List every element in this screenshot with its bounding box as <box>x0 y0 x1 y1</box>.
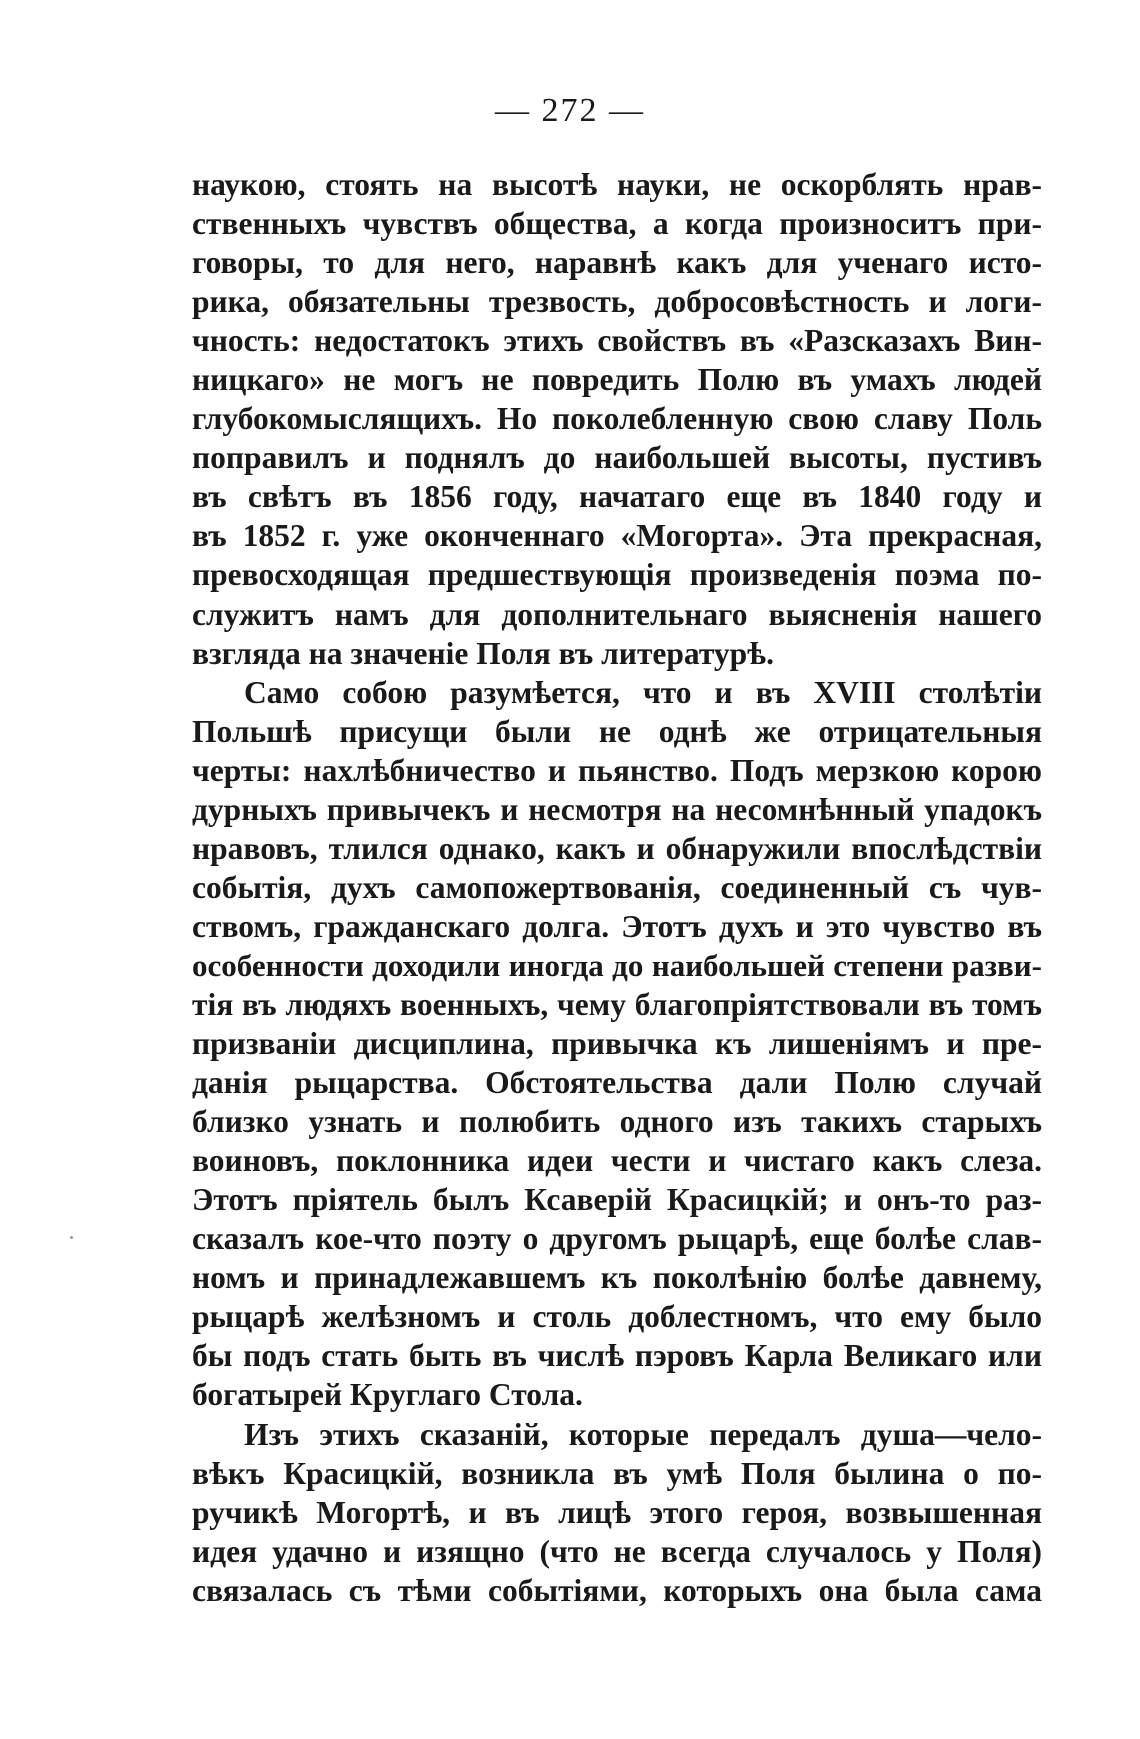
text-line: сказалъ кое-что поэту о другомъ рыцарѣ, еще болѣе слав- <box>192 1221 1042 1257</box>
text-line: говоры, то для него, наравнѣ какъ для ученаго исто- <box>192 245 1042 281</box>
text-line: въ 1852 г. уже оконченнаго «Могорта». Эта прекрасная, <box>192 518 1042 554</box>
text-line: номъ и принадлежавшемъ къ поколѣнію болѣе давнему, <box>192 1260 1042 1296</box>
text-line: особенности доходили иногда до наибольшей степени разви- <box>192 947 1042 983</box>
text-line: наукою, стоять на высотѣ науки, не оскорблять нрав- <box>192 167 1042 202</box>
text-line: данія рыцарства. Обстоятельства дали Полю случай <box>192 1065 1042 1101</box>
text-line: близко узнать и полюбить одного изъ такихъ старыхъ <box>192 1104 1042 1140</box>
text-line: воиновъ, поклонника идеи чести и чистаго какъ слеза. <box>192 1143 1042 1179</box>
text-line: Само собою разумѣется, что и въ XVIII столѣтіи <box>244 674 1042 710</box>
text-line: ственныхъ чувствъ общества, а когда произноситъ при- <box>192 206 1042 242</box>
text-line: тія въ людяхъ военныхъ, чему благопріятствовали въ томъ <box>192 986 1042 1022</box>
text-line: ницкаго» не могъ не повредить Полю въ умахъ людей <box>192 362 1042 398</box>
text-line: поправилъ и поднялъ до наибольшей высоты, пустивъ <box>192 440 1042 476</box>
text-line: идея удачно и изящно (что не всегда случалось у Поля) <box>192 1533 1042 1569</box>
body-text <box>192 165 1042 1610</box>
text-line: Изъ этихъ сказаній, которые передалъ душа—чело- <box>244 1416 1042 1452</box>
text-line: превосходящая предшествующія произведенія поэма по- <box>192 557 1042 593</box>
text-line: дурныхъ привычекъ и несмотря на несомнѣнный упадокъ <box>192 791 1042 827</box>
text-line: ручикѣ Могортѣ, и въ лицѣ этого героя, возвышенная <box>192 1494 1042 1530</box>
text-line: связалась съ тѣми событіями, которыхъ она была сама <box>192 1572 1042 1608</box>
text-line: чность: недостатокъ этихъ свойствъ въ «Разсказахъ Вин- <box>192 323 1042 359</box>
text-line: богатырей Круглаго Стола. <box>192 1377 583 1413</box>
text-line: черты: нахлѣбничество и пьянство. Подъ мерзкою корою <box>192 752 1042 788</box>
text-line: призваніи дисциплина, привычка къ лишеніямъ и пре- <box>192 1026 1042 1062</box>
text-line: взгляда на значеніе Поля въ литературѣ. <box>192 635 774 671</box>
text-line: рика, обязательны трезвость, добросовѣстность и логи- <box>192 284 1042 320</box>
text-line: событія, духъ самопожертвованія, соединенный съ чув- <box>192 869 1042 905</box>
margin-speck <box>70 1236 73 1239</box>
page-number: — 272 — <box>495 92 645 129</box>
text-line: рыцарѣ желѣзномъ и столь доблестномъ, что ему было <box>192 1299 1042 1335</box>
text-line: Польшѣ присущи были не однѣ же отрицательныя <box>192 713 1042 749</box>
text-line: нравовъ, тлился однако, какъ и обнаружили впослѣдствіи <box>192 830 1042 866</box>
text-line: служитъ намъ для дополнительнаго выясненія нашего <box>192 596 1042 632</box>
text-line: бы подъ стать быть въ числѣ пэровъ Карла Великаго или <box>192 1338 1042 1374</box>
text-line: ствомъ, гражданскаго долга. Этотъ духъ и это чувство въ <box>192 908 1042 944</box>
text-line: Этотъ пріятель былъ Ксаверій Красицкій; и онъ-то раз- <box>192 1182 1042 1218</box>
text-line: въ свѣтъ въ 1856 году, начатаго еще въ 1840 году и <box>192 479 1042 515</box>
text-line: глубокомыслящихъ. Но поколебленную свою славу Поль <box>192 401 1042 437</box>
text-line: вѣкъ Красицкій, возникла въ умѣ Поля былина о по- <box>192 1455 1042 1491</box>
